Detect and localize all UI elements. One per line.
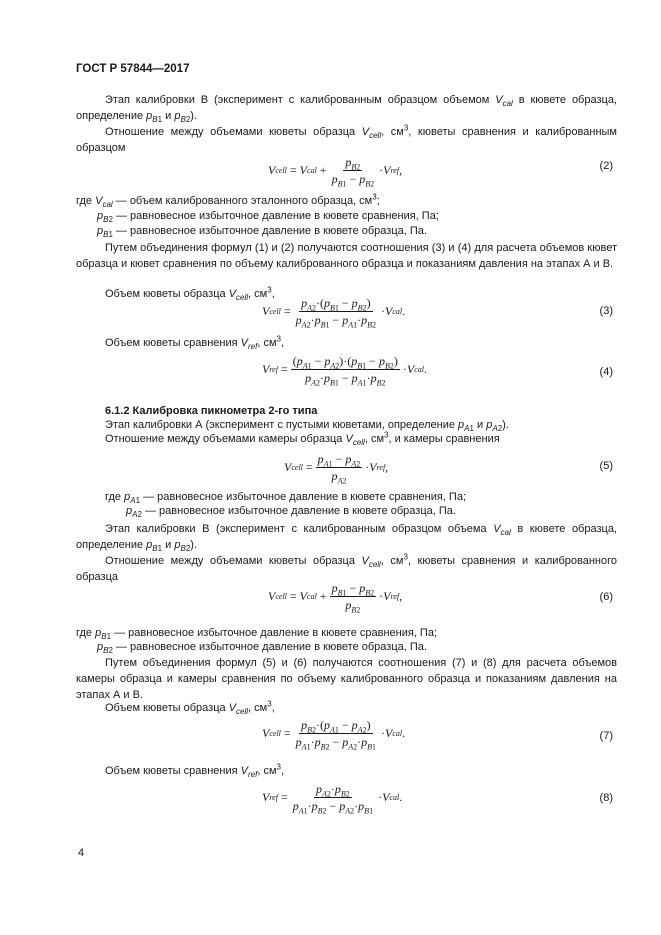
paragraph-calibration-stage-b-2: Этап калибровки В (эксперимент с калиброванным образцом объема $V_{cal}$ в кювете образца, определение $p_{B1}$ и $p_{B2}$).	[76, 523, 617, 554]
equation-4: V ref = $\frac{(p_{A1} - p_{A2})\cdot(p_{B1} - p_{B2})}{p_{A2}\cdot p_{B1} - p_{A1}\cdot p_{B2}}$ · V cal .	[262, 354, 427, 388]
equation-5-number: (5)	[599, 460, 613, 472]
equation-8: V ref = $\frac{p_{A2}\cdot p_{B2}}{p_{A1}\cdot p_{B2} - p_{A2}\cdot p_{B1}}$ · V cal .	[262, 782, 403, 816]
equation-2: V cell = V cal + $\frac{p_{B2}}{p_{B1} - p_{B2}}$ · V ref ,	[268, 155, 403, 189]
paragraph-volume-relation: Отношение между объемами кюветы образца $V_{cell}$, $см^3$, кюветы сравнения и калиброванным образцом	[76, 123, 617, 154]
section-heading-6-1-2: 6.1.2 Калибровка пикнометра 2-го типа	[105, 405, 318, 417]
equation-6: V cell = V cal + $\frac{p_{B1} - p_{B2}}{p_{B2}}$ · V ref ,	[268, 581, 403, 615]
equation-7-number: (7)	[599, 730, 613, 742]
definition-pb1-2: где $p_{B1}$ — равновесное избыточное давление в кювете сравнения, Па;	[76, 627, 438, 642]
paragraph-combining-1-2: Путем объединения формул (1) и (2) получаются соотношения (3) и (4) для расчета объемов кювет образца и кювет сравнения по объему калиброванного образца и показаниям давления на этапах А и В.	[76, 242, 617, 270]
paragraph-cell-volume-label: Объем кюветы образца $V_{cell}$, $см^3$,	[105, 285, 275, 303]
equation-2-number: (2)	[599, 160, 613, 172]
equation-5: V cell = $\frac{p_{A1} - p_{A2}}{p_{A2}}$ · V ref ,	[284, 452, 389, 486]
equation-3: V cell = $\frac{p_{A2}\cdot(p_{B1} - p_{B2})}{p_{A2}\cdot p_{B1} - p_{A1}\cdot p_{B2}}$ · V cal .	[262, 296, 406, 330]
definition-pb2: $p_{B2}$ — равновесное избыточное давление в кювете сравнения, Па;	[97, 210, 439, 225]
paragraph-ref-volume-label-2: Объем кюветы сравнения $V_{ref}$, $см^3$,	[105, 762, 285, 780]
document-code-header: ГОСТ Р 57844—2017	[76, 63, 190, 75]
paragraph-combining-5-6: Путем объединения формул (5) и (6) получаются соотношения (7) и (8) для расчета объемов камеры образца и камеры сравнения по объему калиброванного образца и показаниям давления на этапах А и В.	[76, 657, 617, 701]
definition-pa2: $p_{A2}$ — равновесное избыточное давление в кювете образца, Па.	[126, 505, 456, 520]
paragraph-calibration-stage-a: Этап калибровки А (эксперимент с пустыми кюветами, определение $p_{A1}$ и $p_{A2}$).	[105, 419, 509, 434]
definition-pb2-2: $p_{B2}$ — равновесное избыточное давление в кювете образца, Па.	[97, 641, 427, 656]
equation-4-number: (4)	[599, 366, 613, 378]
paragraph-ref-volume-label: Объем кюветы сравнения $V_{ref}$, $см^3$,	[105, 334, 285, 352]
definition-vcal: где $V_{cal}$ — объем калиброванного эталонного образца, $см^3$;	[76, 192, 380, 210]
definition-pb1: $p_{B1}$ — равновесное избыточное давление в кювете образца, Па.	[97, 225, 427, 240]
definition-pa1: где $p_{A1}$ — равновесное избыточное давление в кювете сравнения, Па;	[105, 491, 467, 506]
page-number: 4	[78, 847, 85, 859]
equation-8-number: (8)	[599, 792, 613, 804]
paragraph-calibration-stage-b: Этап калибровки В (эксперимент с калиброванным образцом объемом $V_{cal}$ в кювете образца, определение $p_{B1}$ и $p_{B2}$).	[76, 94, 617, 125]
equation-7: V cell = $\frac{p_{B2}\cdot(p_{A1} - p_{A2})}{p_{A1}\cdot p_{B2} - p_{A2}\cdot p_{B1}}$ · V cal .	[262, 718, 406, 752]
paragraph-cell-volume-label-2: Объем кюветы образца $V_{cell}$, $см^3$,	[105, 699, 275, 717]
equation-3-number: (3)	[599, 305, 613, 317]
paragraph-chamber-relation: Отношение между объемами камеры образца $V_{cell}$, $см^3$, и камеры сравнения	[105, 430, 500, 448]
equation-6-number: (6)	[599, 591, 613, 603]
paragraph-volume-relation-2: Отношение между объемами кюветы образца $V_{cell}$, $см^3$, кюветы сравнения и калиброванного образца	[76, 552, 617, 583]
